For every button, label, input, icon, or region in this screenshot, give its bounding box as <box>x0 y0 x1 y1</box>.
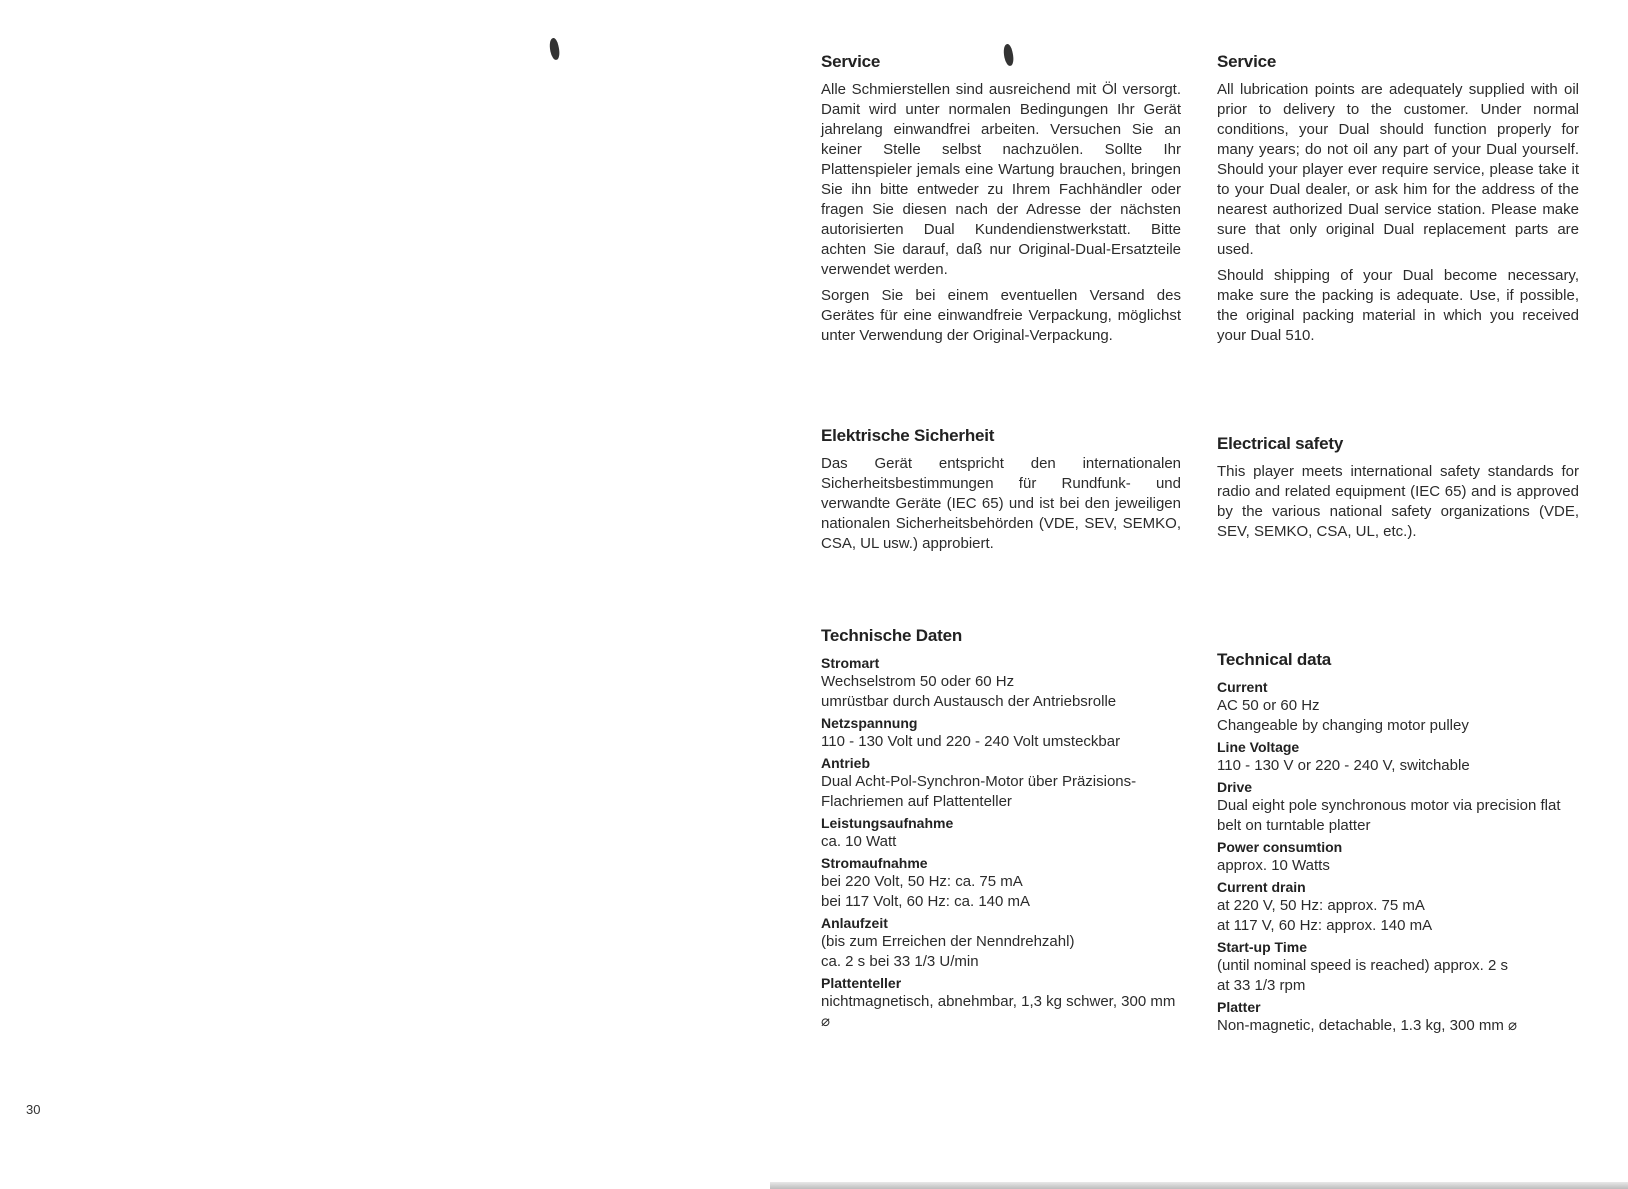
spec-value: AC 50 or 60 Hz <box>1217 697 1320 714</box>
spec-item <box>821 754 1181 812</box>
spec-item <box>821 854 1181 912</box>
safety-paragraph-en: This player meets international safety standards for radio and related equipment (IEC 65) and is approved by the various national safety organizations (VDE, SEV, SEMKO, CSA, UL, etc.). <box>1217 463 1579 540</box>
spec-value: umrüstbar durch Austausch der Antriebsrolle <box>821 693 1117 710</box>
service-paragraph-de: Alle Schmierstellen sind ausreichend mit Öl versorgt. Damit wird unter normalen Bedingungen Ihr Gerät jahrelang einwandfrei arbeiten. Versuchen Sie an keiner Stelle selbst nachzuölen. Sollte Ihr Plattenspieler jemals eine Wartung brauchen, bringen Sie ihn bitte entweder zu Ihrem Fachhändler oder fragen Sie diesen nach der Adresse der nächsten autorisierten Dual Kundendienstwerkstatt. Bitte achten Sie darauf, daß nur Original-Dual-Ersatzteile verwendet werden. <box>821 81 1181 278</box>
spec-value: Dual Acht-Pol-Synchron-Motor über Präzisions-Flachriemen auf Plattenteller <box>821 773 1137 810</box>
spec-label: Power consumtion <box>1217 839 1343 855</box>
spec-item <box>821 814 1181 852</box>
tech-heading-en: Technical data <box>1217 650 1332 669</box>
page-number: 30 <box>26 1102 41 1117</box>
service-heading-de: Service <box>821 52 881 71</box>
safety-heading-de: Elektrische Sicherheit <box>821 426 995 445</box>
spec-item <box>821 974 1181 1032</box>
spec-label: Start-up Time <box>1217 939 1307 955</box>
spec-item <box>1217 998 1579 1036</box>
spec-value: Changeable by changing motor pulley <box>1217 717 1469 734</box>
spec-value: at 33 1/3 rpm <box>1217 977 1306 994</box>
scan-mark <box>548 37 561 60</box>
spec-label: Line Voltage <box>1217 739 1300 755</box>
safety-heading-en: Electrical safety <box>1217 434 1344 453</box>
spec-item <box>821 654 1181 712</box>
spec-label: Anlaufzeit <box>821 915 888 931</box>
spec-value: (bis zum Erreichen der Nenndrehzahl) <box>821 933 1075 950</box>
spec-label: Platter <box>1217 999 1261 1015</box>
service-paragraph-de: Sorgen Sie bei einem eventuellen Versand des Gerätes für eine einwandfreie Verpackung, möglichst unter Verwendung der Original-Verpackung. <box>821 287 1181 344</box>
spec-value: at 220 V, 50 Hz: approx. 75 mA <box>1217 897 1425 914</box>
safety-section-en <box>1217 434 1579 542</box>
spec-value: Dual eight pole synchronous motor via precision flat belt on turntable platter <box>1217 797 1561 834</box>
spec-value: Non-magnetic, detachable, 1.3 kg, 300 mm ⌀ <box>1217 1017 1518 1034</box>
spec-label: Stromaufnahme <box>821 855 928 871</box>
spec-value: ca. 2 s bei 33 1/3 U/min <box>821 953 979 970</box>
spec-label: Stromart <box>821 655 880 671</box>
tech-heading-de: Technische Daten <box>821 626 963 645</box>
safety-paragraph-de: Das Gerät entspricht den internationalen Sicherheitsbestimmungen für Rundfunk- und verwandte Geräte (IEC 65) und ist bei den jeweiligen nationalen Sicherheitsbehörden (VDE, SEV, SEMKO, CSA, UL usw.) approbiert. <box>821 455 1181 552</box>
spec-item <box>821 714 1181 752</box>
spec-value: ca. 10 Watt <box>821 833 897 850</box>
spec-item <box>1217 938 1579 996</box>
spec-value: approx. 10 Watts <box>1217 857 1330 874</box>
service-heading-en: Service <box>1217 52 1277 71</box>
spec-item <box>1217 738 1579 776</box>
spec-label: Drive <box>1217 779 1253 795</box>
spec-label: Netzspannung <box>821 715 918 731</box>
spec-item <box>1217 838 1579 876</box>
service-section-de <box>821 52 1181 346</box>
service-section-en <box>1217 52 1579 346</box>
spec-item <box>1217 878 1579 936</box>
spec-label: Plattenteller <box>821 975 902 991</box>
spec-value: bei 117 Volt, 60 Hz: ca. 140 mA <box>821 893 1031 910</box>
spec-value: (until nominal speed is reached) approx. 2 s <box>1217 957 1508 974</box>
spec-value: at 117 V, 60 Hz: approx. 140 mA <box>1217 917 1433 934</box>
spec-label: Current drain <box>1217 879 1306 895</box>
spec-item <box>1217 678 1579 736</box>
spec-value: 110 - 130 Volt und 220 - 240 Volt umsteckbar <box>821 733 1121 750</box>
spec-label: Current <box>1217 679 1268 695</box>
spec-label: Leistungsaufnahme <box>821 815 954 831</box>
service-paragraph-en: All lubrication points are adequately supplied with oil prior to delivery to the customer. Under normal conditions, your Dual should function properly for many years; do not oil any part of your Dual yourself. Should your player ever require service, please take it to your Dual dealer, or ask him for the address of the nearest authorized Dual service station. Please make sure that only original Dual replacement parts are used. <box>1217 81 1579 258</box>
spec-item <box>1217 778 1579 836</box>
tech-section-de <box>821 626 1181 1034</box>
page-edge <box>770 1182 1628 1189</box>
spec-value: Wechselstrom 50 oder 60 Hz <box>821 673 1015 690</box>
safety-section-de <box>821 426 1181 554</box>
spec-label: Antrieb <box>821 755 870 771</box>
spec-value: nichtmagnetisch, abnehmbar, 1,3 kg schwer, 300 mm ⌀ <box>821 993 1176 1030</box>
spec-value: 110 - 130 V or 220 - 240 V, switchable <box>1217 757 1470 774</box>
spec-item <box>821 914 1181 972</box>
tech-section-en <box>1217 650 1579 1038</box>
service-paragraph-en: Should shipping of your Dual become necessary, make sure the packing is adequate. Use, if possible, the original packing material in which you received your Dual 510. <box>1217 267 1579 344</box>
spec-value: bei 220 Volt, 50 Hz: ca. 75 mA <box>821 873 1023 890</box>
